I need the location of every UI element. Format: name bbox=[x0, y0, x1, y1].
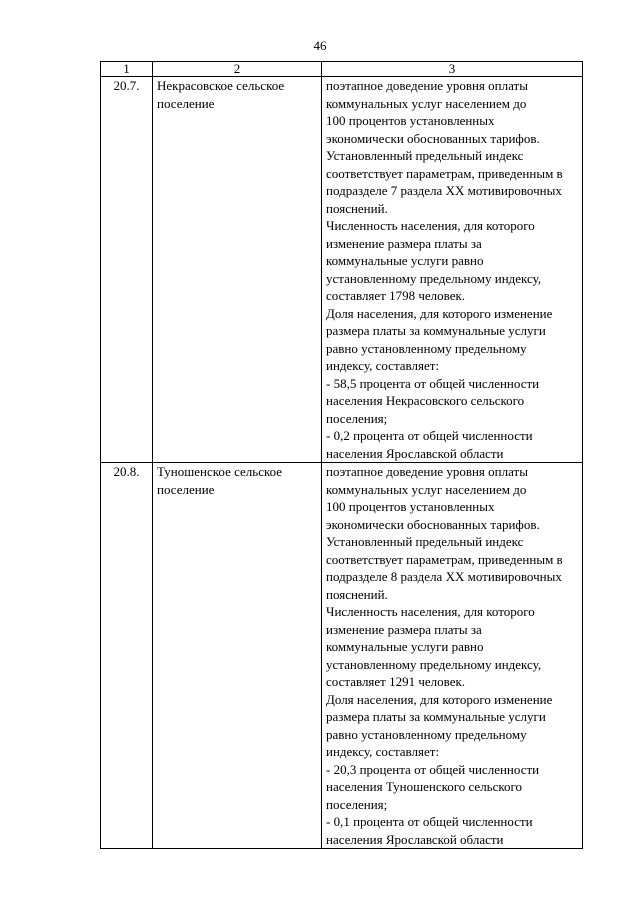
description-line: Установленный предельный индекс bbox=[326, 148, 524, 163]
description-line: поэтапное доведение уровня оплаты bbox=[326, 464, 528, 479]
settlement-name-line: Туношенское сельское bbox=[157, 464, 283, 479]
settlement-name-cell bbox=[153, 463, 322, 849]
description-line: подразделе 8 раздела XX мотивировочных bbox=[326, 569, 562, 584]
description-cell bbox=[322, 463, 583, 849]
description-line: пояснений. bbox=[326, 200, 388, 216]
description-line: - 58,5 процента от общей численности bbox=[326, 375, 540, 391]
page-number: 46 bbox=[313, 38, 327, 53]
description-line: изменение размера платы за bbox=[326, 621, 482, 637]
table-row bbox=[101, 463, 583, 849]
description-line: равно установленному предельному bbox=[326, 340, 527, 356]
description-line: подразделе 7 раздела XX мотивировочных bbox=[326, 183, 562, 198]
table-body bbox=[101, 77, 583, 849]
description-line: соответствует параметрам, приведенным в bbox=[326, 165, 563, 181]
description-line: поэтапное доведение уровня оплаты bbox=[326, 78, 528, 93]
description-line: равно установленному предельному bbox=[326, 726, 527, 742]
description-line: - 0,1 процента от общей численности bbox=[326, 814, 533, 829]
description-line: пояснений. bbox=[326, 586, 388, 602]
table-row bbox=[101, 77, 583, 463]
description-line: индексу, составляет: bbox=[326, 358, 440, 373]
description-line: коммунальные услуги равно bbox=[326, 639, 484, 654]
header-cell-1: 1 bbox=[101, 62, 153, 77]
table-header-row bbox=[101, 62, 583, 77]
description-line: коммунальных услуг населением до bbox=[326, 481, 527, 497]
description-line: установленному предельному индексу, bbox=[326, 270, 542, 286]
settlement-name-cell bbox=[153, 77, 322, 463]
description-line: изменение размера платы за bbox=[326, 235, 482, 251]
description-line: Установленный предельный индекс bbox=[326, 534, 524, 549]
description-cell bbox=[322, 77, 583, 463]
settlement-name-line: Некрасовское сельское bbox=[157, 78, 285, 93]
header-cell-2: 2 bbox=[153, 62, 322, 77]
description-line: составляет 1291 человек. bbox=[326, 674, 466, 689]
description-line: размера платы за коммунальные услуги bbox=[326, 709, 546, 724]
row-number-cell: 20.8. bbox=[101, 463, 153, 849]
description-line: поселения; bbox=[326, 796, 388, 812]
description-line: поселения; bbox=[326, 410, 388, 426]
description-line: коммунальных услуг населением до bbox=[326, 95, 527, 111]
settlement-name-line: поселение bbox=[157, 481, 215, 497]
description-line: экономически обоснованных тарифов. bbox=[326, 130, 540, 146]
description-line: составляет 1798 человек. bbox=[326, 288, 466, 303]
description-line: размера платы за коммунальные услуги bbox=[326, 323, 546, 338]
data-table bbox=[100, 61, 583, 849]
description-line: 100 процентов установленных bbox=[326, 113, 495, 128]
description-line: Доля населения, для которого изменение bbox=[326, 305, 553, 321]
description-line: соответствует параметрам, приведенным в bbox=[326, 551, 563, 567]
description-line: Доля населения, для которого изменение bbox=[326, 691, 553, 707]
description-line: населения Ярославской области bbox=[326, 831, 504, 847]
description-line: населения Ярославской области bbox=[326, 445, 504, 461]
settlement-name-line: поселение bbox=[157, 95, 215, 111]
header-cell-3: 3 bbox=[322, 62, 583, 77]
description-line: Численность населения, для которого bbox=[326, 604, 535, 619]
description-line: населения Некрасовского сельского bbox=[326, 393, 525, 408]
description-line: Численность населения, для которого bbox=[326, 218, 535, 233]
description-line: индексу, составляет: bbox=[326, 744, 440, 759]
description-line: экономически обоснованных тарифов. bbox=[326, 516, 540, 532]
description-line: - 0,2 процента от общей численности bbox=[326, 428, 533, 443]
description-line: населения Туношенского сельского bbox=[326, 779, 523, 794]
description-line: коммунальные услуги равно bbox=[326, 253, 484, 268]
description-line: установленному предельному индексу, bbox=[326, 656, 542, 672]
description-line: 100 процентов установленных bbox=[326, 499, 495, 514]
description-line: - 20,3 процента от общей численности bbox=[326, 761, 540, 777]
row-number-cell: 20.7. bbox=[101, 77, 153, 463]
